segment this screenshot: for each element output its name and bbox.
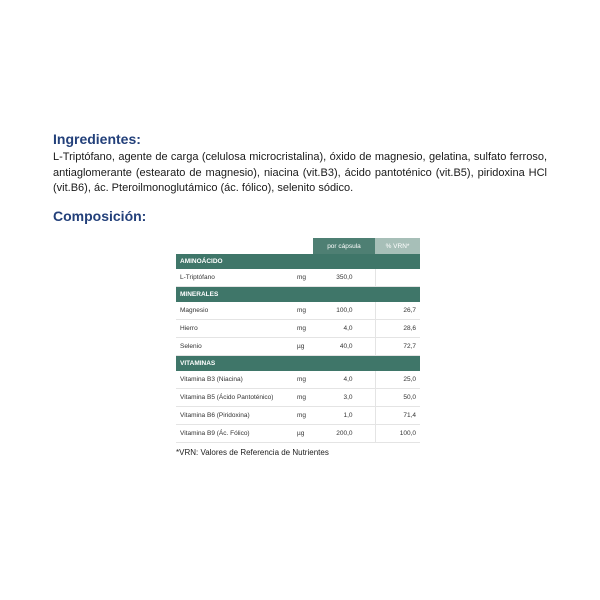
nutrient-name: Selenio [176,338,293,356]
table-row [176,320,420,338]
section-minerales [176,287,420,303]
table-row [176,302,420,320]
nutrient-unit: µg [293,425,313,443]
ingredients-heading: Ingredientes: [53,131,141,147]
nutrient-unit: mg [293,269,313,287]
nutrient-name: Magnesio [176,302,293,320]
nutrient-vrn [375,269,420,287]
nutrient-name: L-Triptófano [176,269,293,287]
nutrient-value: 3,0 [313,389,375,407]
nutrient-unit: µg [293,338,313,356]
nutrient-name: Vitamina B9 (Ác. Fólico) [176,425,293,443]
section-vitaminas [176,356,420,372]
section-label: VITAMINAS [176,356,420,372]
nutrient-vrn: 28,6 [375,320,420,338]
table-row [176,338,420,356]
nutrient-vrn: 100,0 [375,425,420,443]
nutrient-value: 1,0 [313,407,375,425]
nutrient-unit: mg [293,371,313,389]
nutrient-unit: mg [293,302,313,320]
nutrient-vrn: 71,4 [375,407,420,425]
section-aminoacido [176,254,420,269]
nutrient-value: 350,0 [313,269,375,287]
table-row [176,389,420,407]
table-row [176,269,420,287]
nutrient-value: 40,0 [313,338,375,356]
header-vrn: % VRN* [375,238,420,254]
table-row [176,425,420,443]
nutrient-name: Vitamina B5 (Ácido Pantoténico) [176,389,293,407]
section-label: AMINOÁCIDO [176,254,420,269]
nutrient-name: Hierro [176,320,293,338]
nutrient-unit: mg [293,320,313,338]
table-row [176,407,420,425]
nutrient-value: 4,0 [313,320,375,338]
nutrient-name: Vitamina B3 (Niacina) [176,371,293,389]
nutrient-value: 100,0 [313,302,375,320]
header-per-capsule: por cápsula [313,238,375,254]
nutrient-unit: mg [293,389,313,407]
composition-heading: Composición: [53,208,147,224]
nutrient-unit: mg [293,407,313,425]
table-header-row [176,238,420,254]
nutrient-value: 4,0 [313,371,375,389]
section-label: MINERALES [176,287,420,303]
nutrient-vrn: 26,7 [375,302,420,320]
nutrient-vrn: 25,0 [375,371,420,389]
table-row [176,371,420,389]
ingredients-text: L-Triptófano, agente de carga (celulosa microcristalina), óxido de magnesio, gelatina, sulfato ferroso, antiaglomerante (estearato de magnesio), niacina (vit.B3), ácido pantoténico (vit.B5), piridoxina HCl (vit.B6), ác. Pteroilmonoglutámico (ác. fólico), selenito sódico. [53,151,547,194]
nutrient-vrn: 50,0 [375,389,420,407]
composition-table [176,238,420,443]
nutrient-vrn: 72,7 [375,338,420,356]
vrn-footnote: *VRN: Valores de Referencia de Nutrientes [176,448,329,457]
nutrient-name: Vitamina B6 (Piridoxina) [176,407,293,425]
nutrient-value: 200,0 [313,425,375,443]
